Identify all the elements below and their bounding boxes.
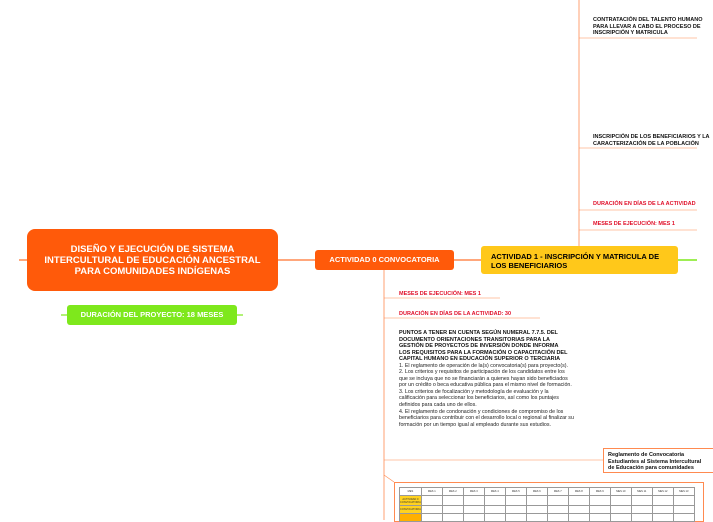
activity0-execution-months[interactable]: MESES DE EJECUCIÓN: MES 1 [399,291,481,297]
table-cell [547,514,568,522]
table-cell [547,496,568,506]
activity1-title: ACTIVIDAD 1 - INSCRIPCIÓN Y MATRICULA DE LOS BENEFICIARIOS [491,252,660,270]
table-cell [631,496,652,506]
table-row [400,506,695,514]
table-cell [673,514,694,522]
table-cell [442,496,463,506]
project-duration-label: DURACIÓN DEL PROYECTO: 18 MESES [80,310,224,319]
table-cell [589,496,610,506]
activity0-point-4: 4. El reglamento de condonación y condiciones de compromiso de los beneficiarios para contribuir con el desarrollo local o regional al finalizar su formación por un tiempo igual al empleado durante sus estudios. [399,408,574,428]
table-cell [526,514,547,522]
activity0-duration-days[interactable]: DURACIÓN EN DÍAS DE LA ACTIVIDAD: 30 [399,311,512,317]
table-cell [442,506,463,514]
table-cell [463,506,484,514]
activity0-points-title: PUNTOS A TENER EN CUENTA SEGÚN NUMERAL 7.7.5. DEL DOCUMENTO ORIENTACIONES TRANSITORIAS PARA LA GESTIÓN DE PROYECTOS DE INVERSIÓN DONDE INFORMA LOS REQUISITOS PARA LA FORMACIÓN O CAPACITACIÓN DEL CAPITAL HUMANO EN EDUCACIÓN SUPERIOR O TERCIARIA [399,330,568,362]
table-cell [589,514,610,522]
schedule-table [399,487,695,522]
table-row [400,514,695,522]
table-cell [673,506,694,514]
table-cell: MES 2 [442,488,463,496]
activity0-node[interactable] [315,250,454,270]
activity1-node[interactable] [481,246,678,274]
root-title: DISEÑO Y EJECUCIÓN DE SISTEMA INTERCULTURAL DE EDUCACIÓN ANCESTRAL PARA COMUNIDADES INDÍGENAS [44,243,261,277]
table-cell [547,506,568,514]
table-row [400,496,695,506]
table-cell [652,514,673,522]
table-cell: MES 6 [526,488,547,496]
table-cell [505,506,526,514]
table-cell [652,506,673,514]
activity1-execution-months[interactable]: MESES DE EJECUCIÓN: MES 1 [593,221,675,227]
table-cell [505,514,526,522]
schedule-table-node[interactable] [394,482,704,522]
table-cell: MES 8 [568,488,589,496]
activity1-duration-days[interactable]: DURACIÓN EN DÍAS DE LA ACTIVIDAD [593,201,696,207]
table-cell [526,496,547,506]
activity0-point-2: 2. Los criterios y requisitos de participación de los candidatos entre los que se incluya que no se financiarán a quienes hayan sido beneficiados por un crédito o beca educativa pública para el mismo nivel de formación. [399,369,572,389]
table-cell [526,506,547,514]
table-cell [484,506,505,514]
activity0-point-1: 1. El reglamento de operación de la(s) convocatoria(s) para proyecto(s). [399,362,568,369]
table-cell: MES 3 [463,488,484,496]
table-cell: ACTIVIDAD 0 CONVOCATORIA [400,497,421,504]
project-duration-node[interactable] [67,305,237,325]
table-cell [421,506,442,514]
table-cell: MES 4 [484,488,505,496]
table-cell [400,514,422,522]
table-cell: MES 9 [589,488,610,496]
table-cell [484,496,505,506]
activity0-points-block[interactable] [399,330,574,428]
table-cell [505,496,526,506]
table-cell [610,496,631,506]
table-cell: MES 12 [652,488,673,496]
table-cell [673,496,694,506]
regulation-node[interactable]: Reglamento de Convocatoria Estudiantes al Sistema Intercultural de Educación para comunidades [603,448,713,473]
table-cell: MES 7 [547,488,568,496]
table-cell: MES [400,488,422,496]
table-cell [631,506,652,514]
table-cell [589,506,610,514]
table-cell [568,514,589,522]
table-cell [463,496,484,506]
activity1-inscription[interactable]: INSCRIPCIÓN DE LOS BENEFICIARIOS Y LA CARACTERIZACIÓN DE LA POBLACIÓN [593,134,710,147]
table-cell [442,514,463,522]
table-cell [568,496,589,506]
table-cell [421,514,442,522]
table-cell [568,506,589,514]
table-cell [610,514,631,522]
table-cell: MES 1 [421,488,442,496]
table-cell [484,514,505,522]
table-cell [421,496,442,506]
table-row [400,488,695,496]
table-cell: MES 11 [631,488,652,496]
table-cell: MES 5 [505,488,526,496]
table-cell [463,514,484,522]
table-cell: MES 13 [673,488,694,496]
activity0-title: ACTIVIDAD 0 CONVOCATORIA [329,255,440,264]
table-cell: MES 10 [610,488,631,496]
table-cell [631,514,652,522]
table-cell: CONVOCATORIA [400,506,422,514]
table-cell [610,506,631,514]
table-cell [652,496,673,506]
root-node[interactable] [27,229,278,291]
activity0-point-3: 3. Los criterios de focalización y metodología de evaluación y la calificación para seleccionar los beneficiarios, así como los puntajes definidos para cada uno de ellos. [399,388,559,409]
activity1-hiring[interactable]: CONTRATACIÓN DEL TALENTO HUMANO PARA LLEVAR A CABO EL PROCESO DE INSCRIPCIÓN Y MATRICULA [593,17,703,36]
